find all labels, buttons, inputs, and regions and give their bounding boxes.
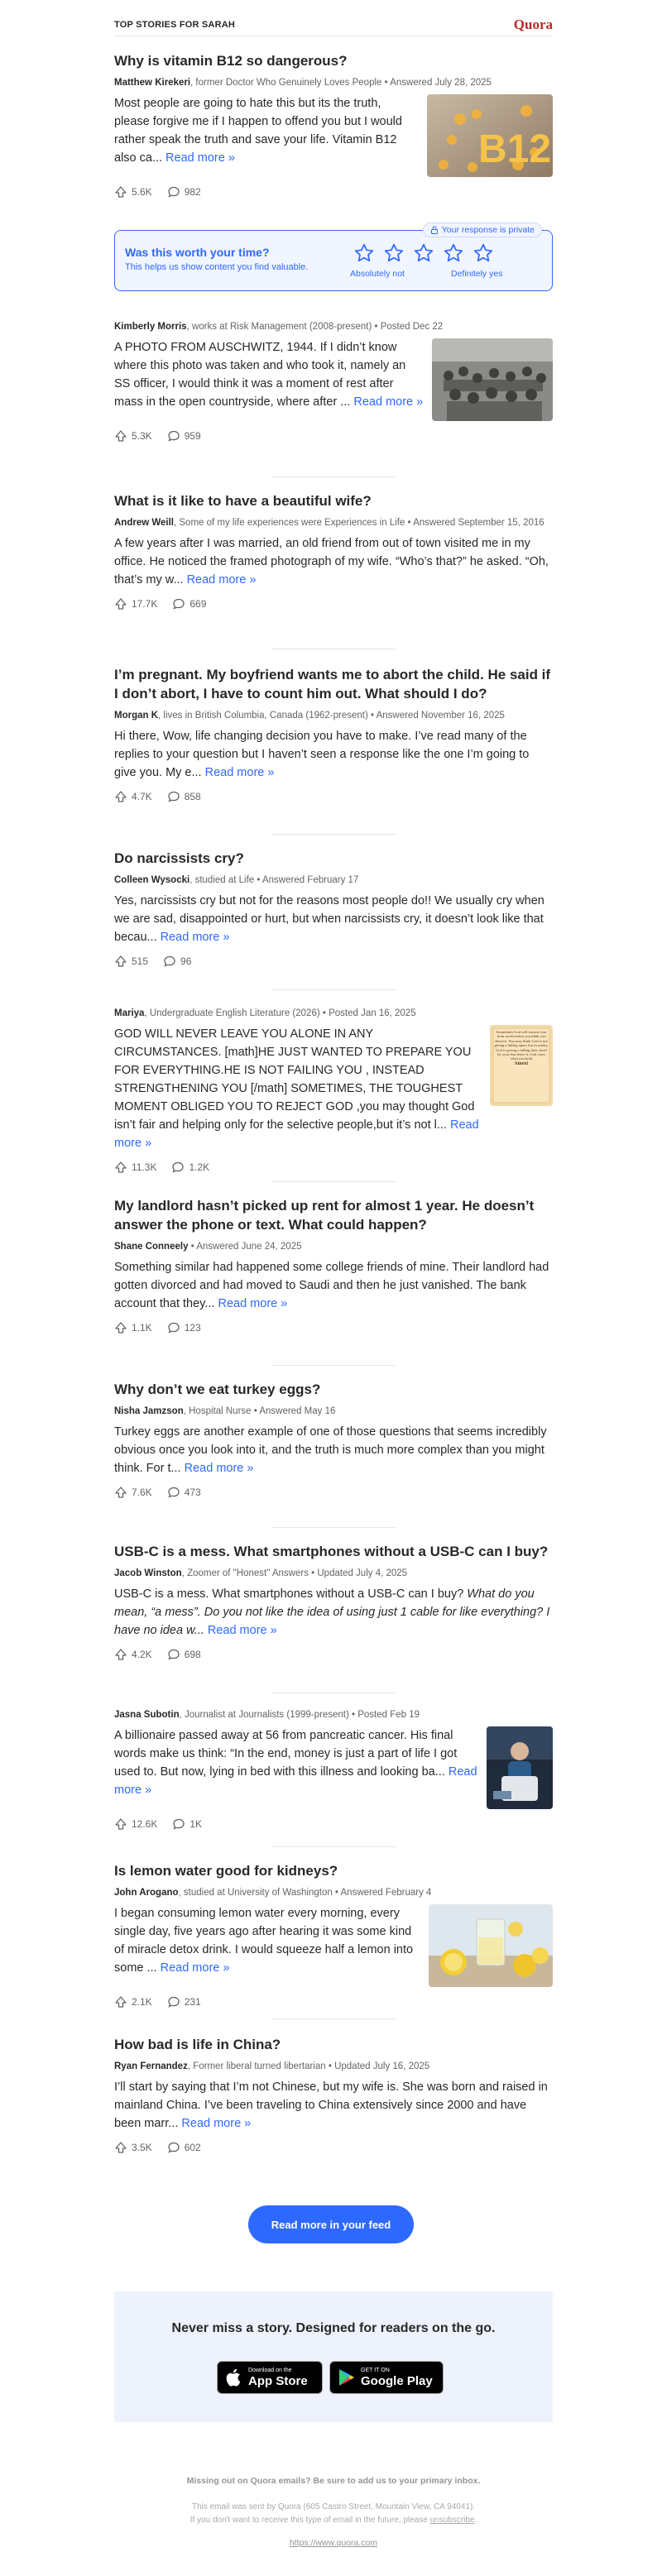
comment-icon	[167, 2141, 180, 2154]
author-name[interactable]: Nisha Jamzson	[114, 1406, 184, 1416]
upvote-icon	[114, 790, 127, 803]
story-item[interactable]	[114, 1196, 553, 1334]
read-more-link[interactable]: Read more »	[162, 151, 235, 165]
star-icon-5[interactable]	[473, 242, 502, 268]
google-play-big-text: Google Play	[361, 2373, 433, 2388]
upvote-count[interactable]	[114, 185, 152, 199]
author-meta	[114, 1887, 553, 1899]
author-credential: , studied at Life	[189, 875, 255, 885]
story-divider	[271, 989, 396, 990]
answer-thumbnail[interactable]	[487, 1726, 553, 1809]
read-more-link[interactable]: Read more »	[350, 395, 424, 409]
author-meta	[114, 517, 553, 529]
author-credential: , studied at University of Washington	[178, 1888, 333, 1898]
comment-count[interactable]	[172, 597, 206, 610]
answer-text: I’ll start by saying that I’m not Chinese, but my wife is. She was born and raised in mainland China. I’ve been traveling to China extensively since 2000 and have been marr...	[114, 2080, 548, 2130]
comment-count[interactable]	[167, 1321, 201, 1334]
rating-low-label: Absolutely not	[350, 269, 405, 279]
author-name[interactable]: Shane Conneely	[114, 1242, 189, 1252]
author-credential: , Journalist at Journalists (1999-present)	[179, 1710, 349, 1720]
star-rating	[353, 242, 502, 268]
story-item[interactable]	[114, 491, 553, 610]
upvote-count[interactable]	[114, 1817, 157, 1831]
question-title[interactable]: My landlord hasn’t picked up rent for almost 1 year. He doesn’t answer the phone or text. What could happen?	[114, 1198, 535, 1233]
author-meta	[114, 1709, 553, 1721]
answer-text: Something similar had happened some college friends of mine. Their landlord had gotten divorced and had moved to Saudi and then he just vanished. The bank account that they...	[114, 1261, 549, 1310]
answer-text: USB-C is a mess. What smartphones without a USB-C can I buy?	[114, 1587, 464, 1601]
answer-date: • Answered September 15, 2016	[405, 518, 544, 528]
comment-count[interactable]	[171, 1161, 209, 1174]
story-divider	[271, 1181, 396, 1182]
read-more-link[interactable]: Read more »	[156, 931, 230, 944]
upvote-value: 1.1K	[132, 1322, 152, 1333]
story-divider	[271, 476, 396, 477]
author-credential: , former Doctor Who Genuinely Loves People	[190, 78, 382, 88]
answer-thumbnail[interactable]	[432, 338, 553, 421]
author-name[interactable]: Andrew Weill	[114, 518, 174, 528]
comment-value: 698	[184, 1649, 201, 1660]
comment-value: 123	[184, 1322, 201, 1333]
story-divider	[271, 2018, 396, 2019]
comment-icon	[167, 1995, 180, 2009]
upvote-count[interactable]	[114, 1321, 152, 1334]
comment-value: 473	[184, 1487, 201, 1498]
engagement-bar	[114, 185, 553, 199]
email-header	[114, 17, 553, 36]
answer-preview[interactable]	[114, 1025, 482, 1152]
comment-value: 1.2K	[189, 1161, 210, 1173]
app-store-button[interactable]	[217, 2361, 323, 2394]
engagement-bar	[114, 1321, 553, 1334]
comment-icon	[167, 1321, 180, 1334]
star-icon-2[interactable]	[383, 242, 413, 268]
upvote-value: 17.7K	[132, 598, 158, 610]
answer-text: Most people are going to hate this but its the truth, please forgive me if I happen to offend you but I would rather speak the truth and save your life. Vitamin B12 also ca...	[114, 97, 402, 165]
read-more-link[interactable]: Read more »	[114, 1765, 477, 1797]
engagement-bar	[114, 1486, 553, 1499]
sender-address: This email was sent by Quora (605 Castro Street, Mountain View, CA 94041).	[191, 2502, 476, 2511]
comment-count[interactable]	[167, 185, 201, 199]
question-title[interactable]: What is it like to have a beautiful wife?	[114, 493, 372, 509]
comment-count[interactable]	[167, 1486, 201, 1499]
author-credential: , Undergraduate English Literature (2026)	[144, 1008, 320, 1018]
answer-text: Turkey eggs are another example of one of those questions that seems incredibly obvious once you look into it, and the truth is much more complex than you might think. For t...	[114, 1425, 547, 1475]
comment-icon	[167, 185, 180, 199]
question-title[interactable]: I’m pregnant. My boyfriend wants me to abort the child. He said if I don’t abort, I have to count him out. What should I do?	[114, 667, 551, 701]
comment-icon	[172, 597, 185, 610]
unsubscribe-note: If you don't want to receive this type of email in the future, please	[189, 2516, 430, 2525]
comment-icon	[163, 955, 176, 968]
author-name[interactable]: Matthew Kirekeri	[114, 78, 191, 88]
upvote-count[interactable]	[114, 955, 148, 968]
author-meta	[114, 874, 553, 887]
story-item[interactable]	[114, 1008, 553, 1174]
answer-text: A billionaire passed away at 56 from pancreatic cancer. His final words make us think: “In the end, money is just a part of life I got used to. But now, lying in bed with this illness and looking ba...	[114, 1729, 458, 1779]
star-icon-1[interactable]	[353, 242, 383, 268]
author-name[interactable]: Jasna Subotin	[114, 1710, 180, 1720]
story-item[interactable]	[114, 321, 553, 443]
comment-icon	[167, 1648, 180, 1661]
author-name[interactable]: Colleen Wysocki	[114, 875, 190, 885]
upvote-count[interactable]	[114, 1995, 152, 2009]
upvote-icon	[114, 955, 127, 968]
engagement-bar	[114, 429, 553, 443]
header-label: TOP STORIES FOR SARAH	[114, 20, 236, 30]
upvote-icon	[114, 1995, 127, 2009]
answer-date: • Updated July 16, 2025	[325, 2061, 430, 2071]
upvote-count[interactable]	[114, 790, 152, 803]
answer-date: • Answered May 16	[251, 1406, 336, 1416]
inbox-reminder: Missing out on Quora emails? Be sure to add us to your primary inbox.	[186, 2476, 481, 2486]
story-item[interactable]	[114, 1709, 553, 1831]
author-name[interactable]: Mariya	[114, 1008, 145, 1018]
author-name[interactable]: Morgan K	[114, 711, 159, 721]
answer-thumbnail[interactable]	[427, 94, 553, 177]
upvote-value: 4.2K	[132, 1649, 152, 1660]
answer-text: Yes, narcissists cry but not for the reasons most people do!! We usually cry when we are sad, disappointed or hurt, but when narcissists cry, it doesn’t look like that becau...	[114, 894, 544, 944]
quora-url-link[interactable]: https://www.quora.com	[289, 2538, 378, 2548]
story-divider	[271, 1365, 396, 1366]
answer-preview[interactable]	[114, 1726, 478, 1809]
read-more-link[interactable]: Read more »	[178, 2117, 252, 2130]
engagement-bar	[114, 2141, 553, 2154]
read-more-feed-button[interactable]: Read more in your feed	[248, 2205, 414, 2243]
comment-value: 231	[184, 1996, 201, 2008]
google-play-small-text: GET IT ON	[361, 2367, 390, 2373]
author-meta	[114, 1241, 553, 1253]
quora-logo[interactable]: Quora	[513, 17, 553, 32]
upvote-value: 2.1K	[132, 1996, 152, 2008]
comment-value: 858	[184, 791, 201, 802]
read-more-link[interactable]: Read more »	[114, 1118, 479, 1150]
author-meta	[114, 1008, 553, 1020]
app-download-banner	[114, 2291, 553, 2422]
upvote-icon	[114, 597, 127, 610]
story-item[interactable]	[114, 1542, 553, 1661]
upvote-count[interactable]	[114, 429, 152, 443]
story-item[interactable]	[114, 51, 553, 199]
answer-preview[interactable]	[114, 1258, 553, 1313]
footer-legal: This email was sent by Quora (605 Castro Street, Mountain View, CA 94041). If you don't want to receive this type of email in the future, please unsubscribe.	[189, 2502, 477, 2525]
b12-thumbnail-text: B12	[478, 127, 552, 171]
story-item[interactable]	[114, 1380, 553, 1499]
rating-subtitle: This helps us show content you find valuable.	[125, 262, 309, 272]
answer-preview[interactable]	[114, 2078, 553, 2133]
story-divider	[271, 834, 396, 835]
upvote-icon	[114, 1486, 127, 1499]
engagement-bar	[114, 955, 553, 968]
answer-date: • Posted Jan 16, 2025	[319, 1008, 416, 1018]
google-play-button[interactable]	[329, 2361, 444, 2394]
star-icon-3[interactable]	[413, 242, 443, 268]
upvote-count[interactable]	[114, 597, 157, 610]
comment-value: 669	[189, 598, 207, 610]
upvote-value: 7.6K	[132, 1487, 152, 1498]
comment-value: 602	[184, 2142, 201, 2153]
engagement-bar	[114, 1995, 553, 2009]
answer-date: • Posted Dec 22	[372, 322, 444, 332]
story-item[interactable]	[114, 2035, 553, 2154]
comment-count[interactable]	[167, 1995, 201, 2009]
comment-count[interactable]	[172, 1817, 202, 1831]
author-meta	[114, 1405, 553, 1418]
author-name[interactable]: Kimberly Morris	[114, 322, 187, 332]
story-item[interactable]	[114, 665, 553, 803]
answer-text: A PHOTO FROM AUSCHWITZ, 1944. If I didn’t know where this photo was taken and who took it, namely an SS officer, I would think it was a moment of rest after mass in the open countryside, where after ...	[114, 341, 406, 409]
answer-date: • Answered February 4	[332, 1888, 432, 1898]
author-credential: , Zoomer of "Honest" Answers	[181, 1568, 309, 1578]
engagement-bar	[114, 597, 553, 610]
comment-value: 1K	[189, 1818, 203, 1830]
comment-count[interactable]	[167, 429, 201, 443]
upvote-value: 515	[132, 955, 149, 967]
answer-thumbnail[interactable]	[429, 1904, 553, 1987]
question-title[interactable]: Do narcissists cry?	[114, 850, 244, 866]
answer-preview[interactable]	[114, 892, 553, 946]
question-title[interactable]: Why is vitamin B12 so dangerous?	[114, 53, 348, 69]
author-meta	[114, 710, 553, 722]
read-more-link[interactable]: Read more »	[201, 766, 275, 779]
upvote-value: 5.3K	[132, 430, 152, 442]
answer-date: • Answered July 28, 2025	[381, 78, 492, 88]
upvote-value: 4.7K	[132, 791, 152, 802]
upvote-count[interactable]	[114, 1161, 156, 1174]
author-credential: , Former liberal turned libertarian	[187, 2061, 326, 2071]
lock-icon	[430, 226, 439, 234]
comment-icon	[171, 1161, 185, 1174]
comment-count[interactable]	[167, 2141, 201, 2154]
google-play-icon	[338, 2368, 355, 2387]
quote-card-text: Sometimes God will remove you from an elevation you think you deserve. You may think God is not giving a falling apart, but in reality, God is giving a falling door, don't let your fear leave it. God cares what you hold	[494, 1030, 549, 1061]
upvote-icon	[114, 185, 127, 199]
read-more-link[interactable]: Read more »	[214, 1297, 288, 1310]
comment-icon	[167, 1486, 180, 1499]
app-banner-title: Never miss a story. Designed for readers on the go.	[171, 2321, 496, 2335]
engagement-bar	[114, 1648, 553, 1661]
answer-preview[interactable]	[114, 1423, 553, 1477]
author-name[interactable]: Jacob Winston	[114, 1568, 182, 1578]
author-name[interactable]: John Arogano	[114, 1888, 179, 1898]
answer-date: • Posted Feb 19	[348, 1710, 420, 1720]
upvote-icon	[114, 1648, 127, 1661]
author-meta	[114, 2061, 553, 2073]
engagement-bar	[114, 790, 553, 803]
answer-text: Hi there, Wow, life changing decision you have to make. I’ve read many of the replies to your question but I haven’t seen a response like the one I’m going to give you. My e...	[114, 730, 530, 779]
comment-icon	[172, 1817, 185, 1831]
upvote-value: 11.3K	[132, 1161, 157, 1173]
quote-card-signature: Amen!	[514, 1061, 529, 1066]
comment-value: 96	[180, 955, 192, 967]
upvote-value: 12.6K	[132, 1818, 158, 1830]
question-title[interactable]: Is lemon water good for kidneys?	[114, 1863, 338, 1879]
answer-preview[interactable]	[114, 94, 419, 177]
comment-value: 959	[184, 430, 201, 442]
author-credential: , works at Risk Management (2008-present)	[186, 322, 372, 332]
author-credential: , Hospital Nurse	[183, 1406, 252, 1416]
upvote-value: 5.6K	[132, 186, 152, 198]
read-more-link[interactable]: Read more »	[204, 1624, 277, 1637]
story-item[interactable]	[114, 1861, 553, 2009]
answer-text: A few years after I was married, an old friend from out of town visited me in my office. He noticed the framed photograph of my wife. “Who’s that?” he asked. “Oh, that’s my w...	[114, 537, 549, 587]
comment-count[interactable]	[167, 790, 201, 803]
question-title[interactable]: How bad is life in China?	[114, 2037, 281, 2052]
engagement-bar	[114, 1161, 553, 1174]
answer-preview[interactable]	[114, 727, 553, 782]
answer-date: • Answered February 17	[254, 875, 359, 885]
apple-icon	[226, 2368, 242, 2387]
upvote-icon	[114, 429, 127, 443]
comment-icon	[167, 790, 180, 803]
read-more-link[interactable]: Read more »	[183, 573, 257, 587]
story-divider	[271, 1527, 396, 1528]
author-credential: , lives in British Columbia, Canada (1962-present)	[158, 711, 368, 721]
author-name[interactable]: Ryan Fernandez	[114, 2061, 188, 2071]
answer-date: • Updated July 4, 2025	[308, 1568, 408, 1578]
author-credential: , Some of my life experiences were Experiences in Life	[174, 518, 405, 528]
author-meta	[114, 1568, 553, 1580]
unsubscribe-link[interactable]: unsubscribe	[429, 2516, 475, 2525]
app-store-big-text: App Store	[248, 2373, 308, 2388]
read-more-link[interactable]: Read more »	[156, 1961, 230, 1975]
comment-count[interactable]	[167, 1648, 201, 1661]
comment-value: 982	[184, 186, 201, 198]
upvote-count[interactable]	[114, 1486, 152, 1499]
read-more-link[interactable]: Read more »	[180, 1462, 254, 1475]
answer-date: • Answered November 16, 2025	[367, 711, 505, 721]
upvote-icon	[114, 2141, 127, 2154]
answer-date: • Answered June 24, 2025	[188, 1242, 302, 1252]
upvote-value: 3.5K	[132, 2142, 152, 2153]
author-meta	[114, 321, 553, 333]
rating-title: Was this worth your time?	[125, 246, 270, 259]
question-title[interactable]: USB-C is a mess. What smartphones without a USB-C can I buy?	[114, 1544, 549, 1559]
answer-text: I began consuming lemon water every morning, every single day, five years ago after hearing it was some kind of miracle detox drink. I would squeeze half a lemon into some ...	[114, 1907, 414, 1975]
app-store-small-text: Download on the	[248, 2367, 292, 2373]
story-divider	[271, 1846, 396, 1847]
engagement-bar	[114, 1817, 553, 1831]
answer-preview[interactable]	[114, 534, 553, 589]
question-title[interactable]: Why don’t we eat turkey eggs?	[114, 1381, 321, 1397]
comment-icon	[167, 429, 180, 443]
upvote-count[interactable]	[114, 1648, 152, 1661]
answer-quote: What do you mean, “a mess”. Do you not like the idea of using just 1 cable for like everything? I have no idea w...	[114, 1587, 550, 1637]
rating-widget	[114, 225, 553, 291]
private-badge: Your response is private	[423, 223, 542, 237]
answer-thumbnail[interactable]	[490, 1025, 553, 1106]
upvote-icon	[114, 1817, 127, 1831]
star-icon-4[interactable]	[443, 242, 473, 268]
answer-text: GOD WILL NEVER LEAVE YOU ALONE IN ANY CIRCUMSTANCES. [math]HE JUST WANTED TO PREPARE YOU FOR EVERYTHING.HE IS NOT FAILING YOU , INSTEAD STRENGTHENING YOU [/math] SOMETIMES, THE TOUGHEST MOMENT OBLIGED YOU TO REJECT GOD ,you may thought God isn’t fair and helping only for the selective people,but it’s not l...	[114, 1027, 475, 1132]
upvote-icon	[114, 1161, 127, 1174]
answer-preview[interactable]	[114, 1585, 553, 1640]
comment-count[interactable]	[163, 955, 191, 968]
answer-preview[interactable]	[114, 1904, 420, 1987]
author-meta	[114, 77, 553, 89]
rating-high-label: Definitely yes	[451, 269, 503, 279]
upvote-icon	[114, 1321, 127, 1334]
answer-preview[interactable]	[114, 338, 424, 421]
upvote-count[interactable]	[114, 2141, 152, 2154]
story-item[interactable]	[114, 849, 553, 968]
